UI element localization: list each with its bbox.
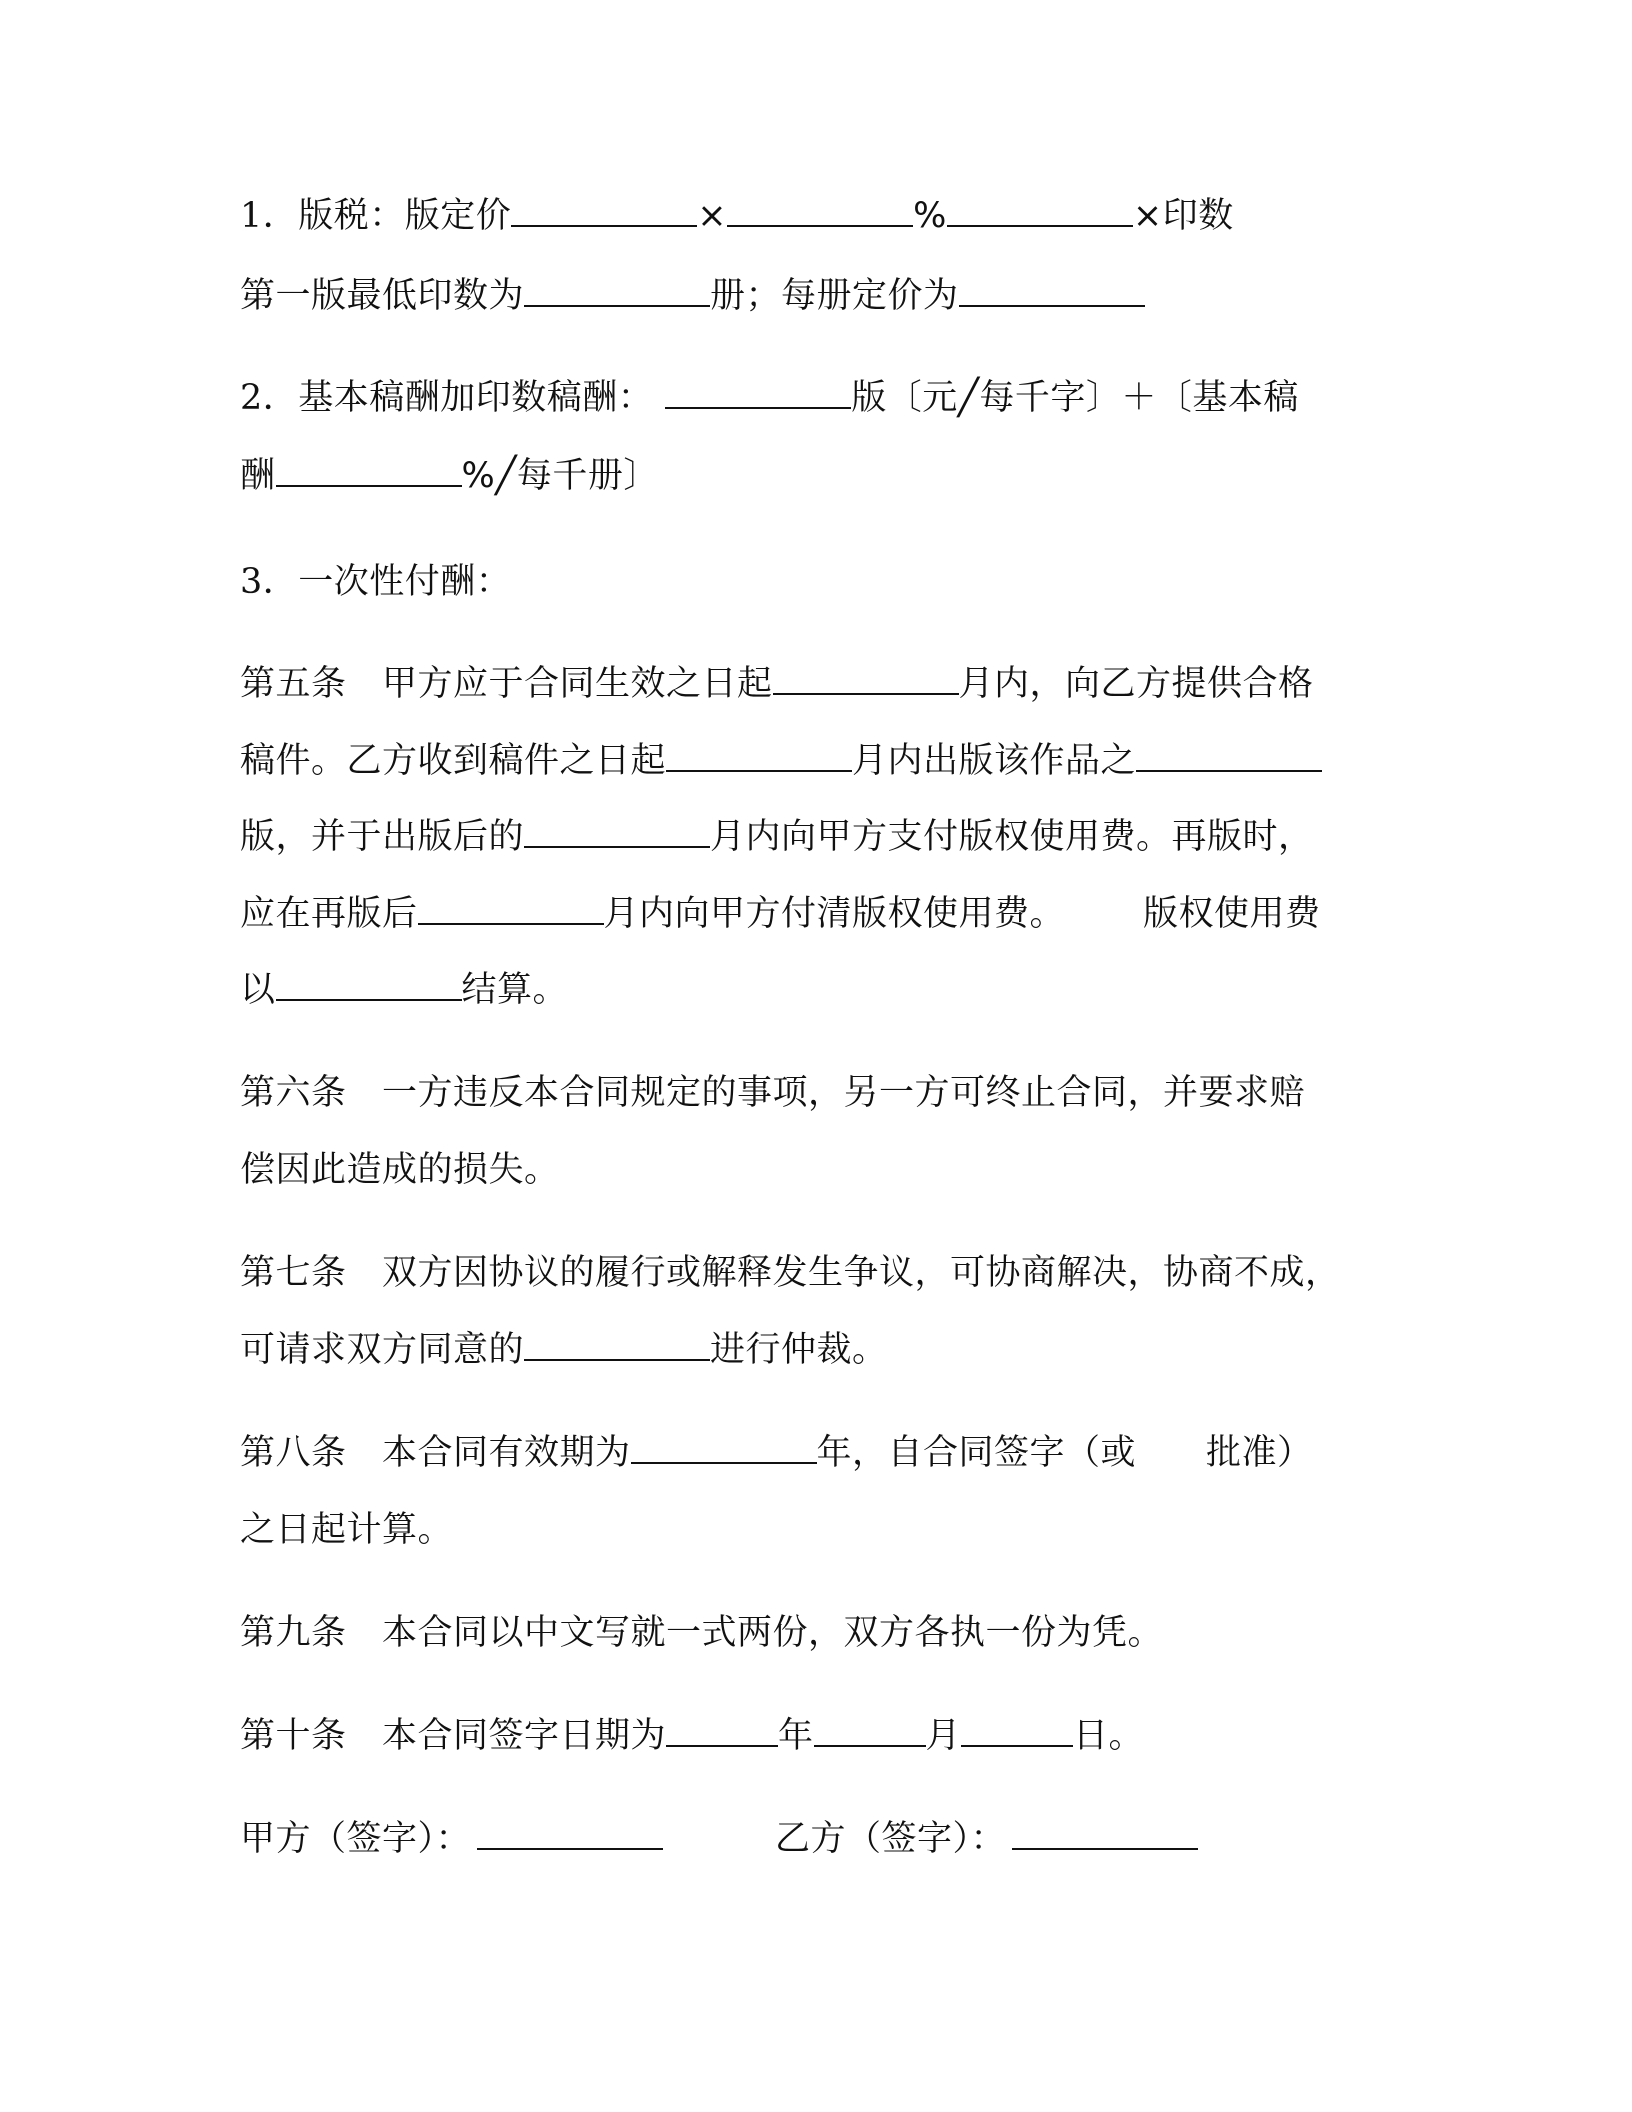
validity-years-blank[interactable] xyxy=(631,1432,817,1464)
article-text: 应在再版后 xyxy=(240,894,418,934)
article-text: 偿因此造成的损失。 xyxy=(240,1150,560,1190)
article-text: 可请求双方同意的 xyxy=(240,1330,525,1370)
item-label: 基本稿酬加印数稿酬： xyxy=(298,378,654,418)
month-label: 月 xyxy=(925,1716,962,1756)
article-text: 版，并于出版后的 xyxy=(240,817,525,857)
delivery-months-blank[interactable] xyxy=(773,663,959,695)
article-text: 版权使用费 xyxy=(1143,894,1321,934)
royalty-blank[interactable] xyxy=(947,195,1133,227)
item-number: 1． xyxy=(240,196,299,236)
article-text: 第八条 本合同有效期为 xyxy=(240,1433,631,1473)
item-label: 版税：版定价 xyxy=(298,196,512,236)
article-text: 月内向甲方支付版权使用费。再版时， xyxy=(710,817,1314,857)
article-8-line-2 xyxy=(240,1506,453,1554)
min-print-label: 第一版最低印数为 xyxy=(240,276,525,316)
year-label: 年 xyxy=(778,1716,814,1756)
article-text: 结算。 xyxy=(461,970,569,1010)
article-text: 第五条 甲方应于合同生效之日起 xyxy=(240,664,773,704)
article-text: 月内出版该作品之 xyxy=(852,741,1137,781)
article-7-line-2 xyxy=(240,1326,888,1374)
item-cont-text: 酬 xyxy=(240,456,276,496)
payment-months-blank[interactable] xyxy=(524,816,710,848)
article-9-line-1 xyxy=(240,1609,1163,1657)
royalty-item-1 xyxy=(240,192,1234,240)
article-5-line-1 xyxy=(240,660,1314,708)
article-text: 第六条 一方违反本合同规定的事项，另一方可终止合同，并要求赔 xyxy=(240,1073,1306,1113)
item-number: 2． xyxy=(240,378,299,418)
party-b-signature-blank[interactable] xyxy=(1012,1818,1198,1850)
item-unit-text: 版〔元╱每千字〕＋〔基本稿 xyxy=(851,378,1299,418)
article-text: 月内，向乙方提供合格 xyxy=(958,664,1314,704)
article-text: 第九条 本合同以中文写就一式两份，双方各执一份为凭。 xyxy=(240,1613,1164,1653)
article-6-line-1 xyxy=(240,1069,1305,1117)
article-text: 稿件。乙方收到稿件之日起 xyxy=(240,741,667,781)
item-cont-unit: %╱每千册〕 xyxy=(461,456,659,496)
unit-price-label: 册；每册定价为 xyxy=(710,276,959,316)
percent-sign: % xyxy=(913,196,947,236)
price-blank[interactable] xyxy=(511,195,697,227)
first-edition-line xyxy=(240,272,1145,320)
article-text: 进行仲裁。 xyxy=(710,1330,888,1370)
article-7-line-1 xyxy=(240,1249,1341,1297)
party-a-signature-blank[interactable] xyxy=(477,1818,663,1850)
article-10-line-1 xyxy=(240,1712,1144,1760)
day-label: 日。 xyxy=(1073,1716,1145,1756)
article-5-line-2 xyxy=(240,737,1322,785)
times-print-label: ×印数 xyxy=(1132,196,1234,236)
signature-line xyxy=(240,1815,1198,1863)
article-text: 年，自合同签字（或 xyxy=(816,1433,1137,1473)
times-sign: × xyxy=(697,196,728,236)
royalty-item-2-cont xyxy=(240,452,659,500)
article-text: 第十条 本合同签字日期为 xyxy=(240,1716,667,1756)
sign-day-blank[interactable] xyxy=(961,1715,1073,1747)
reprint-rate-blank[interactable] xyxy=(276,455,462,487)
reprint-payment-months-blank[interactable] xyxy=(418,893,604,925)
article-5-line-5 xyxy=(240,966,568,1014)
publish-months-blank[interactable] xyxy=(666,740,852,772)
arbitration-body-blank[interactable] xyxy=(524,1329,710,1361)
article-text: 第七条 双方因协议的履行或解释发生争议，可协商解决，协商不成， xyxy=(240,1253,1341,1293)
article-5-line-4 xyxy=(240,890,1321,938)
article-5-line-3 xyxy=(240,813,1314,861)
settlement-currency-blank[interactable] xyxy=(276,969,462,1001)
base-fee-blank[interactable] xyxy=(665,377,851,409)
sign-year-blank[interactable] xyxy=(666,1715,778,1747)
article-text: 以 xyxy=(240,970,276,1010)
article-6-line-2 xyxy=(240,1146,560,1194)
item-label: 一次性付酬： xyxy=(298,562,512,602)
item-number: 3． xyxy=(240,562,299,602)
unit-price-blank[interactable] xyxy=(959,275,1145,307)
party-a-label: 甲方（签字）： xyxy=(240,1819,472,1859)
article-text: 月内向甲方付清版权使用费。 xyxy=(603,894,1066,934)
sign-month-blank[interactable] xyxy=(814,1715,926,1747)
royalty-item-2 xyxy=(240,374,1299,422)
min-print-blank[interactable] xyxy=(524,275,710,307)
article-8-line-1 xyxy=(240,1429,1313,1477)
party-b-label: 乙方（签字）： xyxy=(775,1819,1007,1859)
royalty-item-3 xyxy=(240,558,511,606)
rate-blank[interactable] xyxy=(727,195,913,227)
article-text: 批准） xyxy=(1206,1433,1313,1473)
article-text: 之日起计算。 xyxy=(240,1510,454,1550)
edition-blank[interactable] xyxy=(1136,740,1322,772)
